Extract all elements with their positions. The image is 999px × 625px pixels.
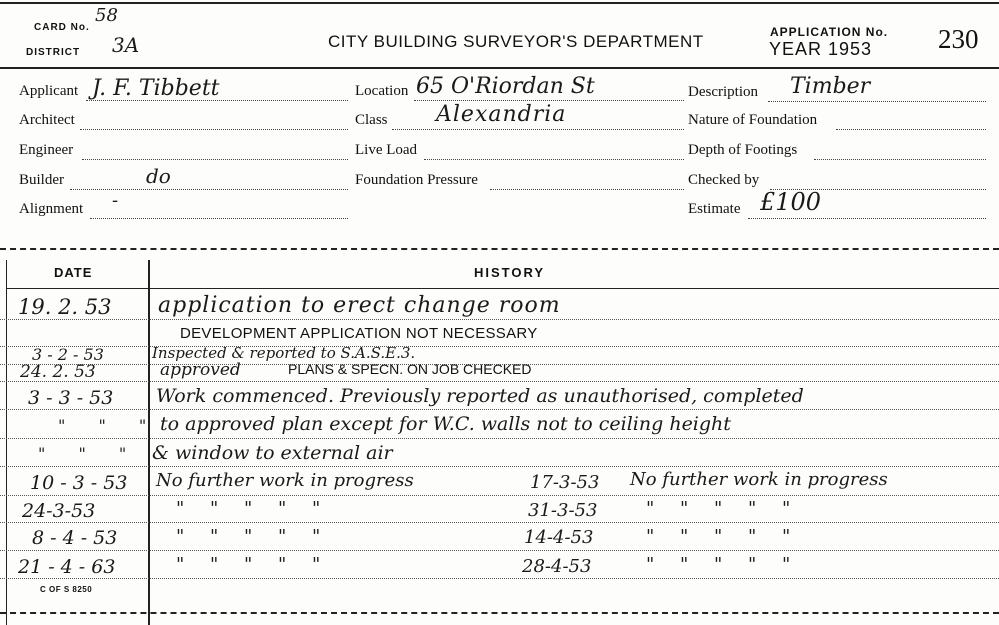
- history-text: Work commenced. Previously reported as unauthorised, completed: [156, 385, 804, 407]
- district-value: 3A: [112, 33, 140, 57]
- history-header-rule: [6, 288, 999, 289]
- applicant-label: Applicant: [19, 83, 79, 99]
- printer-code: C OF S 8250: [40, 585, 93, 594]
- history-date: 24-3-53: [22, 500, 96, 522]
- card-no-label: CARD No.: [34, 22, 90, 33]
- top-border: [0, 2, 999, 4]
- history-stamp: PLANS & SPECN. ON JOB CHECKED: [288, 361, 532, 377]
- history-vertical-rule: [148, 260, 150, 625]
- card-no-value: 58: [95, 5, 118, 26]
- history-date: 3 - 2 - 53: [32, 345, 104, 364]
- history-date-2: 17-3-53: [530, 472, 600, 493]
- class-label: Class: [355, 112, 388, 128]
- nature-label: Nature of Foundation: [688, 112, 818, 128]
- history-text: application to erect change room: [158, 293, 561, 318]
- estimate-label: Estimate: [688, 201, 741, 217]
- estimate-value: £100: [760, 188, 822, 216]
- depth-label: Depth of Footings: [688, 142, 798, 158]
- alignment-value: -: [112, 190, 119, 211]
- history-text: " " " " ": [176, 526, 331, 547]
- district-label: DISTRICT: [26, 47, 81, 58]
- history-text: " " " " ": [176, 498, 331, 519]
- history-text: to approved plan except for W.C. walls not to ceiling height: [160, 413, 731, 435]
- history-date-2: 14-4-53: [524, 527, 594, 548]
- history-text: No further work in progress: [156, 470, 414, 491]
- history-stamp: DEVELOPMENT APPLICATION NOT NECESSARY: [180, 325, 538, 342]
- description-label: Description: [688, 84, 758, 100]
- bottom-border: [0, 612, 999, 614]
- foundation-pressure-label: Foundation Pressure: [355, 172, 478, 188]
- history-date-2: 31-3-53: [528, 500, 598, 521]
- history-text-2: " " " " ": [646, 554, 801, 575]
- history-date: " " ": [38, 444, 141, 463]
- alignment-label: Alignment: [19, 201, 84, 217]
- year-label: YEAR 1953: [769, 39, 873, 59]
- live-load-label: Live Load: [355, 142, 418, 158]
- history-text-2: " " " " ": [646, 498, 801, 519]
- history-column-header: HISTORY: [474, 265, 546, 280]
- history-date: 3 - 3 - 53: [28, 387, 114, 409]
- history-date: " " ": [58, 416, 161, 435]
- history-date: 10 - 3 - 53: [30, 472, 128, 494]
- architect-label: Architect: [19, 112, 75, 128]
- application-no-label: APPLICATION No.: [770, 25, 889, 39]
- description-value: Timber: [790, 74, 871, 99]
- fields-bottom-rule: [0, 248, 999, 250]
- applicant-value: J. F. Tibbett: [92, 76, 220, 101]
- builder-value: do: [146, 164, 171, 188]
- history-date-2: 28-4-53: [522, 556, 592, 577]
- department-title: CITY BUILDING SURVEYOR'S DEPARTMENT: [328, 32, 704, 51]
- history-text: & window to external air: [152, 442, 393, 464]
- history-date: 8 - 4 - 53: [32, 527, 118, 549]
- location-label: Location: [355, 83, 409, 99]
- history-left-border: [6, 260, 7, 625]
- header-rule: [0, 67, 999, 69]
- checked-by-label: Checked by: [688, 172, 760, 188]
- history-text-2: " " " " ": [646, 526, 801, 547]
- engineer-label: Engineer: [19, 142, 74, 158]
- history-date: 21 - 4 - 63: [18, 556, 116, 578]
- history-date: 19. 2. 53: [18, 295, 112, 319]
- application-no-value: 230: [938, 24, 979, 54]
- class-value: Alexandria: [436, 102, 567, 127]
- history-text: approved: [160, 360, 241, 380]
- history-text-2: No further work in progress: [630, 469, 888, 490]
- history-date: 24. 2. 53: [20, 362, 96, 382]
- date-column-header: DATE: [54, 265, 93, 280]
- location-value: 65 O'Riordan St: [416, 74, 595, 99]
- builder-label: Builder: [19, 172, 64, 188]
- history-text: Inspected & reported to S.A.S.E.3.: [152, 344, 416, 362]
- history-text: " " " " ": [176, 554, 331, 575]
